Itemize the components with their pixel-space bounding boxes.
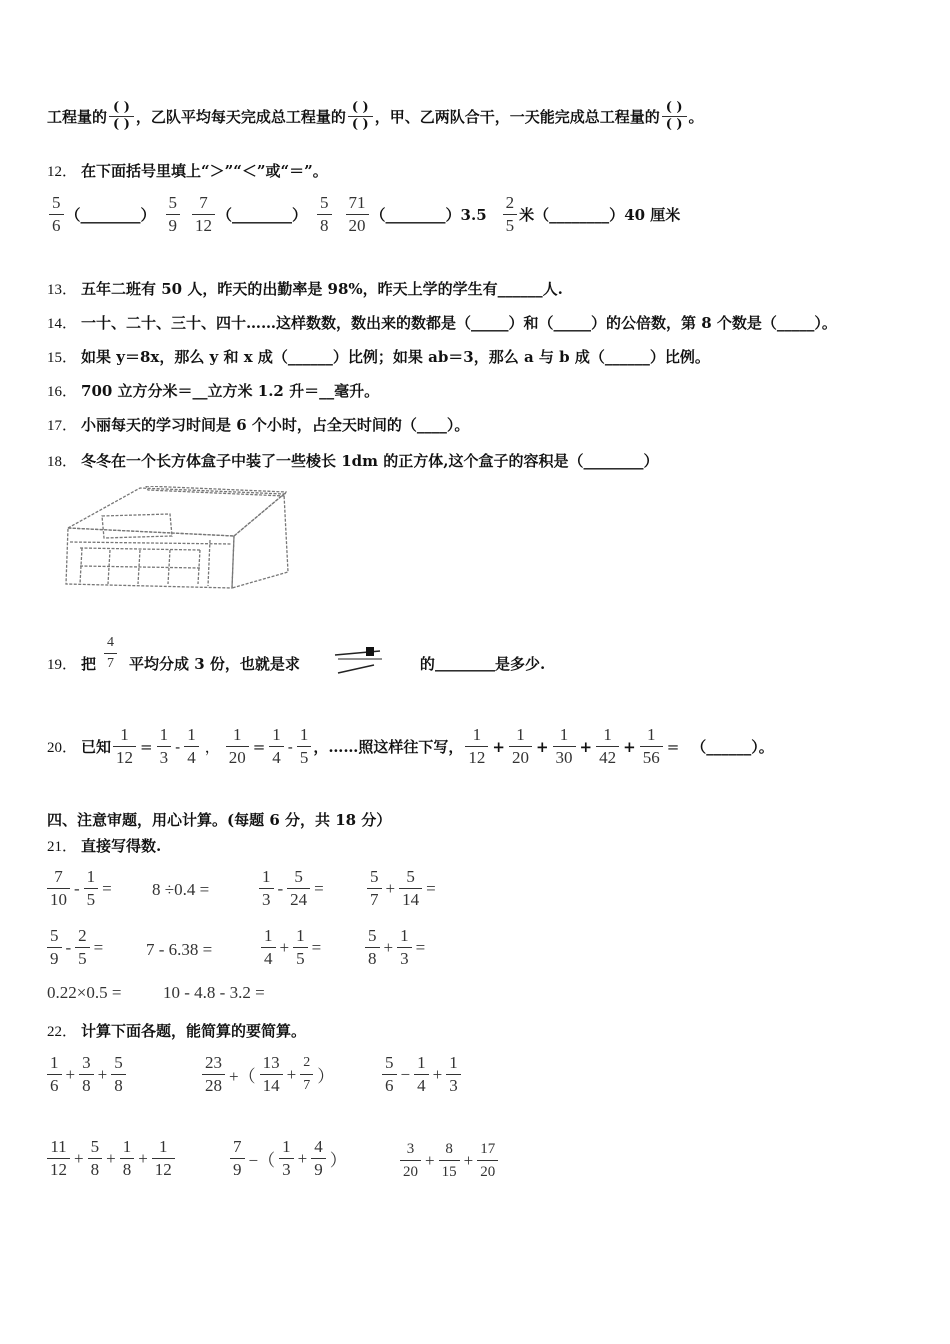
fraction: $\frac{11}{12}$ [47,1136,70,1181]
q12-unit-m: 米 [519,206,535,224]
q21-r2-b: 7 - 6.38 = [146,940,213,959]
fraction: $\frac{1}{4}$ [261,925,276,970]
fraction: $\frac{1}{30}$ [553,724,576,769]
q19 [47,634,546,683]
q20: 20． 已知 $\frac{1}{12}$ = $\frac{1}{3}$ - $\frac{1}{4}$ ， $\frac{1}{20}$ = $\frac{1}{4}$ - $\frac{1}{5}$ ，……照这样往下写， $\frac{1}{12}$ + $\frac{1}{20}$ + $\frac{1}{30}$ + $\frac{1}{42}$ + $\frac{1}{56}$ = （______）。 [47,725,774,767]
section-4-title [47,809,391,830]
q14-text: 一十、二十、三十、四十……这样数数，数出来的数都是（_____）和（_____）的公倍数，第 8 个数是（_____）。 [81,314,837,332]
fraction: $\frac{2}{7}$ [300,1052,313,1097]
q11-blank-fraction-2: ( ) ( ) [348,100,373,133]
fraction: $\frac{2}{5}$ [503,192,518,237]
q21-r1-c: $\frac{1}{3}$ - $\frac{5}{24}$ = [257,866,326,911]
q17 [47,414,469,435]
q22-expr-4: $\frac{11}{12}$ + $\frac{5}{8}$ + $\frac{1}{8}$ + $\frac{1}{12}$ [45,1136,177,1181]
q17-number: 17． [47,418,78,434]
q22-number: 22． [47,1024,78,1040]
fraction: $\frac{1}{12}$ [465,724,488,769]
q18-text: 冬冬在一个长方体盒子中装了一些棱长 1dm 的正方体,这个盒子的容积是（________） [81,452,659,470]
fraction: $\frac{1}{3}$ [397,925,412,970]
q20-answer-blank: （______）。 [691,738,774,756]
q11-blank-fraction-1: ( ) ( ) [109,100,134,133]
fraction: $\frac{2}{5}$ [75,925,90,970]
fraction: $\frac{1}{4}$ [414,1052,429,1097]
fraction: $\frac{5}{8}$ [88,1136,103,1181]
fraction: $\frac{1}{20}$ [509,724,532,769]
q13-text: 五年二班有 50 人，昨天的出勤率是 98%，昨天上学的学生有______人. [81,280,563,298]
fraction: $\frac{1}{6}$ [47,1052,62,1097]
fraction: $\frac{4}{9}$ [311,1136,326,1181]
fraction: $\frac{1}{12}$ [113,724,136,769]
q11-text3: ，甲、乙两队合干，一天能完成总工程量的 [374,108,660,126]
q18 [47,450,658,471]
fraction: $\frac{71}{20}$ [346,192,369,237]
q21-r3-a: 0.22×0.5 = [47,983,122,1002]
q21-r2-d: $\frac{5}{8}$ + $\frac{1}{3}$ = [363,925,427,970]
fraction: $\frac{1}{5}$ [84,866,99,911]
q21-r2-c: $\frac{1}{4}$ + $\frac{1}{5}$ = [259,925,323,970]
q16-text: 700 立方分米＝__立方米 1.2 升＝__毫升。 [81,382,380,400]
fraction: $\frac{17}{20}$ [477,1138,498,1183]
q22-expr-2: $\frac{23}{28}$ +（ $\frac{13}{14}$ + $\frac{2}{7}$ ） [200,1052,336,1097]
fraction: $\frac{5}{7}$ [367,866,382,911]
q21-r1-a: $\frac{7}{10}$ - $\frac{1}{5}$ = [45,866,114,911]
box-with-cubes-figure [60,486,300,606]
fraction: $\frac{7}{9}$ [230,1136,245,1181]
section-4-heading: 四、注意审题，用心计算。(每题 6 分，共 18 分） [47,811,392,829]
fraction: $\frac{5}{8}$ [317,192,332,237]
q13-number: 13． [47,282,78,298]
fraction: $\frac{5}{6}$ [49,192,64,237]
q12-blank-3: （________） [370,206,461,224]
q22-expr-1: $\frac{1}{6}$ + $\frac{3}{8}$ + $\frac{5}{8}$ [45,1052,128,1097]
fraction: $\frac{1}{8}$ [120,1136,135,1181]
q13 [47,278,563,299]
q19-text2: 平均分成 3 份，也就是求 [129,654,300,673]
q12-value-cm: 40 厘米 [624,206,681,224]
q21-number: 21． [47,839,78,855]
fraction: $\frac{1}{3}$ [259,866,274,911]
fraction: $\frac{1}{3}$ [446,1052,461,1097]
fraction: $\frac{7}{12}$ [192,192,215,237]
q19-number: 19． [47,656,78,673]
fraction: $\frac{1}{12}$ [152,1136,175,1181]
q11-line [47,100,704,133]
q20-text1: 已知 [81,738,112,756]
fraction: $\frac{1}{3}$ [157,724,172,769]
fraction: $\frac{5}{14}$ [399,866,422,911]
fraction: $\frac{1}{4}$ [269,724,284,769]
q12-blank-4: （________） [534,206,625,224]
q17-text: 小丽每天的学习时间是 6 个小时，占全天时间的（____）。 [81,416,470,434]
q12-text: 在下面括号里填上“＞”“＜”或“＝”。 [81,162,328,180]
q11-text4: 。 [688,108,704,126]
fraction: $\frac{5}{9}$ [166,192,181,237]
fraction: $\frac{8}{15}$ [439,1138,460,1183]
fraction: $\frac{1}{5}$ [297,724,312,769]
fraction: $\frac{5}{8}$ [365,925,380,970]
q20-ellipsis-text: ，……照这样往下写， [313,738,464,756]
q11-text1: 工程量的 [47,108,108,126]
q21-r1-d: $\frac{5}{7}$ + $\frac{5}{14}$ = [365,866,438,911]
q12-blank-2: （________） [217,206,308,224]
q14-number: 14． [47,316,78,332]
fraction: $\frac{5}{8}$ [111,1052,126,1097]
fraction: $\frac{1}{56}$ [640,724,663,769]
q16-number: 16． [47,384,78,400]
q21-r1-b: 8 ÷0.4 = [152,880,210,899]
q12-blank-1: （________） [65,206,156,224]
q19-blank: ________ [434,654,495,672]
fraction: $\frac{7}{10}$ [47,866,70,911]
q20-number: 20． [47,740,78,756]
q12-title [47,160,328,181]
fraction: $\frac{1}{20}$ [226,724,249,769]
fraction: $\frac{4}{7}$ [104,633,117,674]
q15-text: 如果 y＝8x，那么 y 和 x 成（______）比例；如果 ab＝3，那么 a 与 b 成（______）比例。 [81,348,710,366]
fraction: $\frac{1}{3}$ [279,1136,294,1181]
fraction: $\frac{5}{24}$ [287,866,310,911]
q22-expr-3: $\frac{5}{6}$ − $\frac{1}{4}$ + $\frac{1}{3}$ [380,1052,463,1097]
q21-text: 直接写得数. [81,837,162,855]
q21-title [47,835,161,856]
q11-blank-fraction-3: ( ) ( ) [662,100,687,133]
q11-text2: ，乙队平均每天完成总工程量的 [135,108,346,126]
q14 [47,312,837,333]
q15 [47,346,710,367]
fraction: $\frac{23}{28}$ [202,1052,225,1097]
fraction: $\frac{5}{6}$ [382,1052,397,1097]
q22-expr-5: $\frac{7}{9}$ −（ $\frac{1}{3}$ + $\frac{4}{9}$ ） [228,1136,349,1181]
q12-number: 12． [47,164,78,180]
fraction: $\frac{1}{42}$ [596,724,619,769]
fraction-placeholder-figure [330,643,400,683]
q12-value: 3.5 [460,205,487,224]
q18-number: 18． [47,454,78,470]
fraction: $\frac{1}{5}$ [293,925,308,970]
q16 [47,380,379,401]
q22-text: 计算下面各题，能简算的要简算。 [81,1022,307,1040]
fraction: $\frac{3}{20}$ [400,1138,421,1183]
q21-r3-b: 10 - 4.8 - 3.2 = [163,983,265,1002]
q22-title [47,1020,306,1041]
q12-comparisons [47,192,680,237]
fraction: $\frac{13}{14}$ [260,1052,283,1097]
q19-text5: 是多少. [494,654,546,673]
fraction: $\frac{1}{4}$ [184,724,199,769]
q15-number: 15． [47,350,78,366]
q22-expr-6: $\frac{3}{20}$ + $\frac{8}{15}$ + $\frac{17}{20}$ [398,1138,500,1183]
q19-text1: 把 [81,654,97,673]
q21-r2-a: $\frac{5}{9}$ - $\frac{2}{5}$ = [45,925,105,970]
q19-text3: 的 [419,654,435,673]
fraction: $\frac{3}{8}$ [79,1052,94,1097]
fraction: $\frac{5}{9}$ [47,925,62,970]
